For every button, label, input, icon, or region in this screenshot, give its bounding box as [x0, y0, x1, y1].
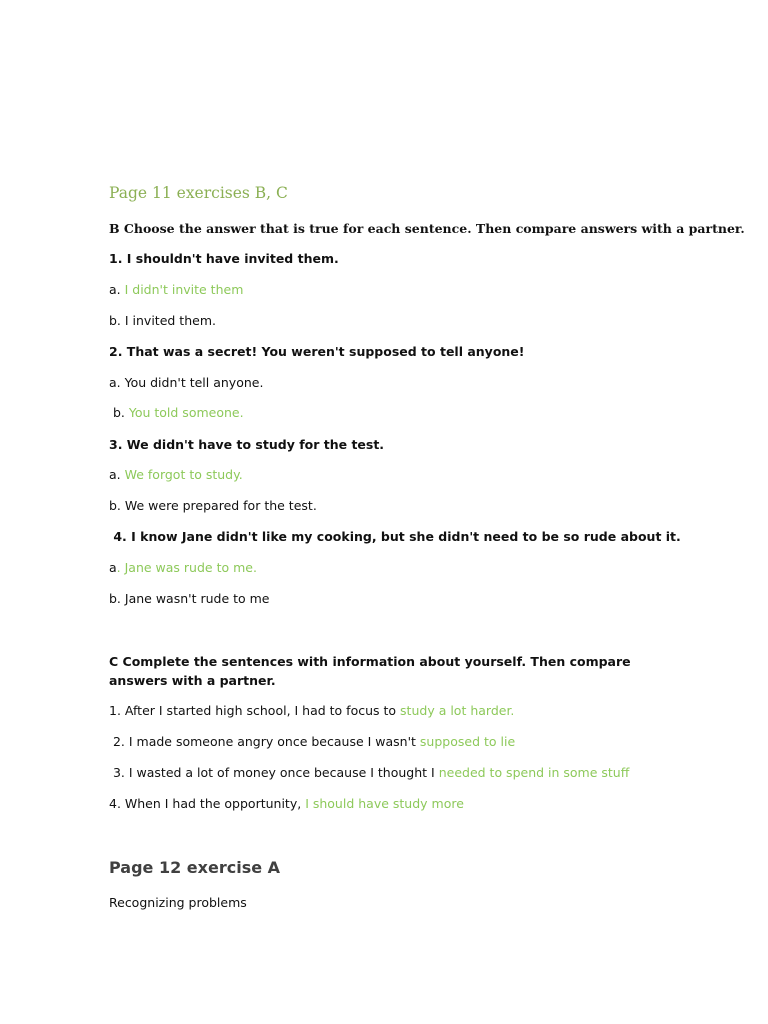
- option-a-answer: . Jane was rude to me.: [116, 560, 257, 575]
- option-a-answer: I didn't invite them: [124, 282, 244, 297]
- exercise-b-4-option-b: b. Jane wasn't rude to me: [109, 591, 270, 606]
- exercise-b-question-4: 4. I know Jane didn't like my cooking, but she didn't need to be so rude about it.: [109, 529, 681, 544]
- exercise-b-2-option-a: a. You didn't tell anyone.: [109, 375, 264, 390]
- item-answer: needed to spend in some stuff: [438, 765, 630, 780]
- exercise-b-3-option-b: b. We were prepared for the test.: [109, 498, 317, 513]
- option-b-prefix: b.: [109, 405, 129, 420]
- item-answer: supposed to lie: [419, 734, 516, 749]
- item-prompt: 4. When I had the opportunity,: [109, 796, 306, 811]
- exercise-b-3-option-a: [109, 466, 243, 484]
- item-prompt: 1. After I started high school, I had to focus to: [109, 703, 401, 718]
- exercise-b-4-option-a: [109, 559, 257, 577]
- section-title-page-11: Page 11 exercises B, C: [109, 184, 288, 202]
- section-title-page-12: Page 12 exercise A: [109, 858, 281, 877]
- option-a-prefix: a.: [109, 282, 125, 297]
- exercise-c-item-1: [109, 702, 514, 720]
- exercise-b-1-option-b: b. I invited them.: [109, 313, 216, 328]
- item-prompt: 2. I made someone angry once because I wasn't: [109, 734, 420, 749]
- exercise-c-item-2: [109, 733, 515, 751]
- exercise-b-2-option-b: [109, 404, 244, 422]
- exercise-b-question-3: 3. We didn't have to study for the test.: [109, 437, 385, 452]
- exercise-b-instruction: B Choose the answer that is true for each sentence. Then compare answers with a partner.: [109, 221, 745, 236]
- option-b-answer: You told someone.: [128, 405, 244, 420]
- exercise-c-item-4: [109, 795, 464, 813]
- option-a-answer: We forgot to study.: [124, 467, 243, 482]
- option-a-prefix: a: [109, 560, 117, 575]
- exercise-c-item-3: [109, 764, 629, 782]
- exercise-b-question-1: 1. I shouldn't have invited them.: [109, 251, 339, 266]
- exercise-b-question-2: 2. That was a secret! You weren't supposed to tell anyone!: [109, 344, 525, 359]
- item-answer: study a lot harder.: [400, 703, 515, 718]
- item-prompt: 3. I wasted a lot of money once because I thought I: [109, 765, 439, 780]
- exercise-c-instruction: C Complete the sentences with information about yourself. Then compare answers with a partner.: [109, 654, 631, 688]
- option-a-prefix: a.: [109, 467, 125, 482]
- item-answer: I should have study more: [305, 796, 464, 811]
- section-subtitle: Recognizing problems: [109, 895, 247, 910]
- exercise-b-1-option-a: [109, 281, 243, 299]
